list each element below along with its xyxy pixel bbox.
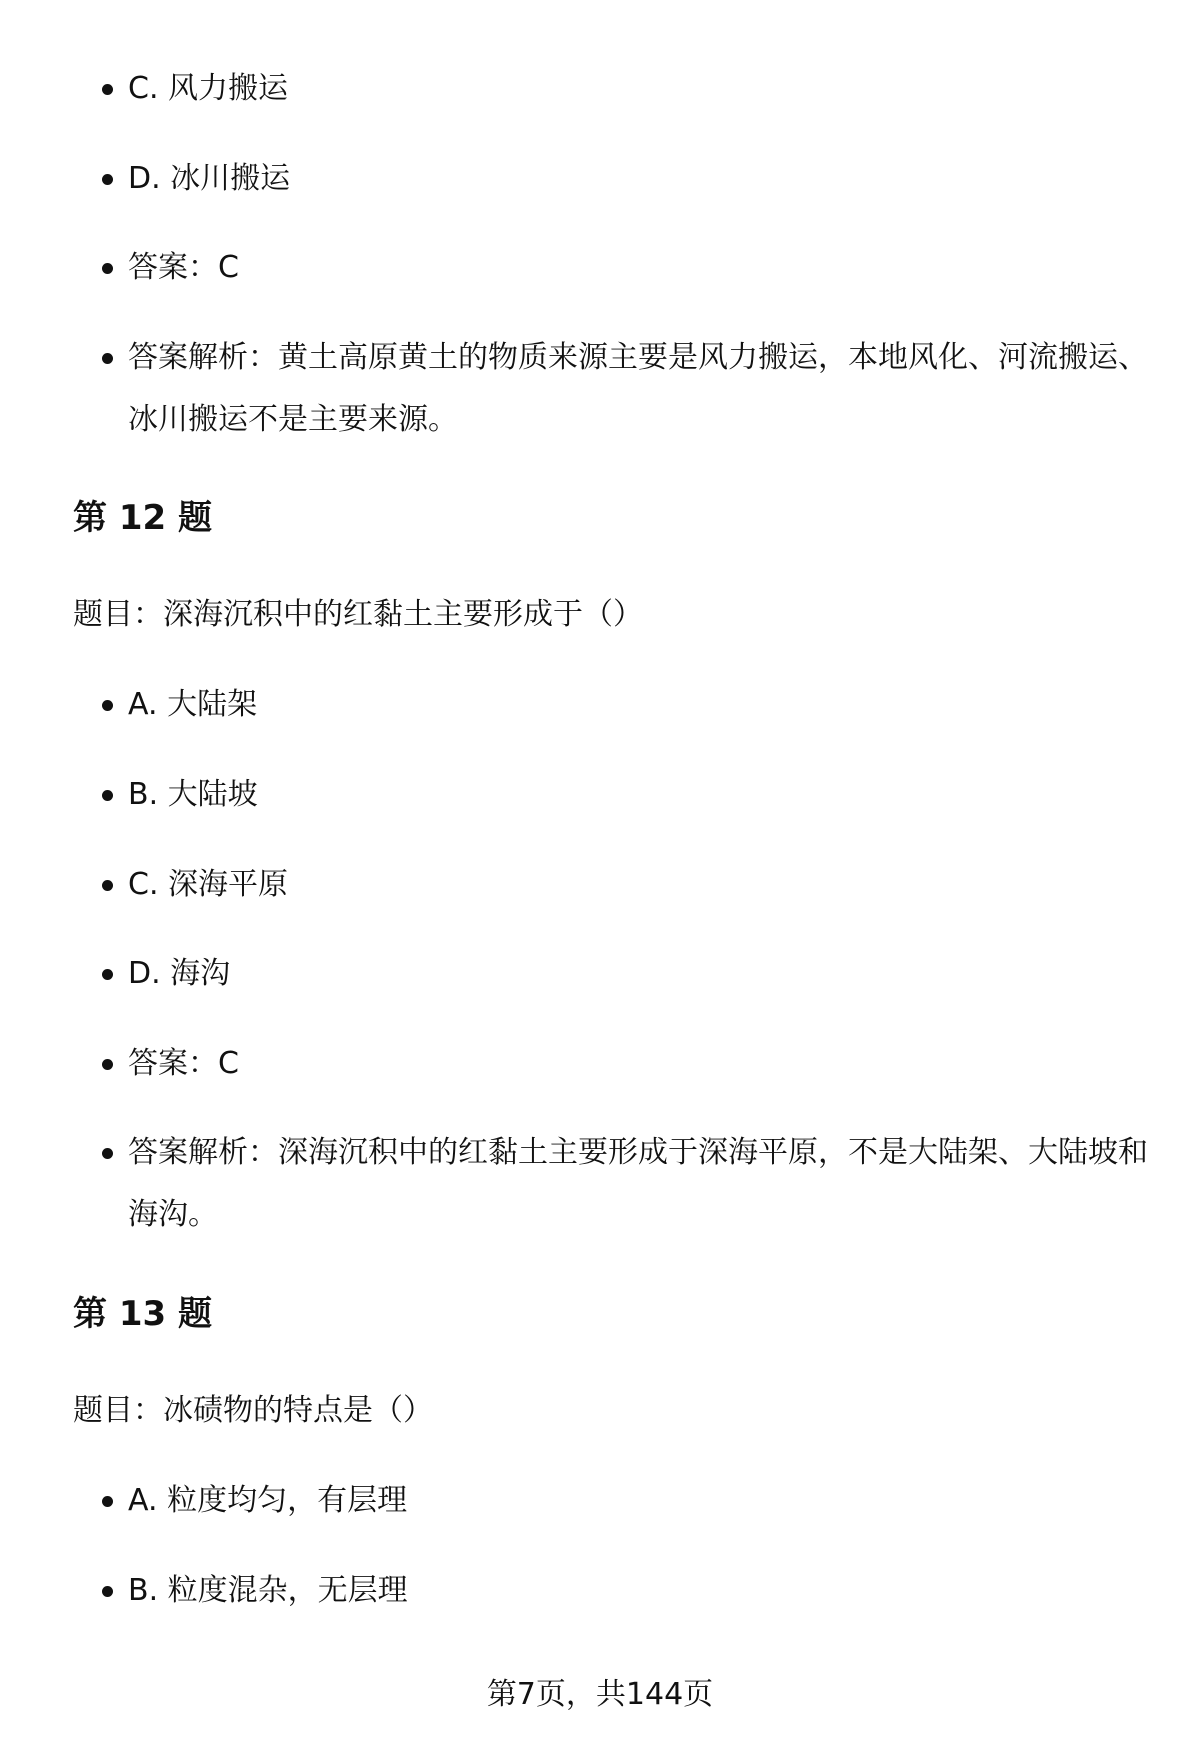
q13-option-a: A. 粒度均匀，有层理: [128, 1470, 1148, 1532]
q12-option-d: D. 海沟: [128, 943, 1148, 1005]
q12-answer: 答案：C: [128, 1033, 1148, 1095]
q11-option-c: C. 风力搬运: [128, 58, 1148, 120]
q12-heading: 第 12 题: [73, 498, 212, 538]
q13-question: 题目：冰碛物的特点是（）: [73, 1393, 433, 1428]
q12-option-c: C. 深海平原: [128, 854, 1148, 916]
q12-explanation: 答案解析：深海沉积中的红黏土主要形成于深海平原，不是大陆架、大陆坡和海沟。: [128, 1122, 1148, 1246]
page-number: 第7页，共144页: [486, 1677, 714, 1712]
q12-option-b: B. 大陆坡: [128, 764, 1148, 826]
q11-answer: 答案：C: [128, 237, 1148, 299]
q13-heading: 第 13 题: [73, 1294, 212, 1334]
q13-option-b: B. 粒度混杂，无层理: [128, 1560, 1148, 1622]
q11-option-d: D. 冰川搬运: [128, 148, 1148, 210]
q11-explanation: 答案解析：黄土高原黄土的物质来源主要是风力搬运，本地风化、河流搬运、冰川搬运不是主要来源。: [128, 327, 1148, 451]
q12-question: 题目：深海沉积中的红黏土主要形成于（）: [73, 597, 643, 632]
q12-option-a: A. 大陆架: [128, 674, 1148, 736]
